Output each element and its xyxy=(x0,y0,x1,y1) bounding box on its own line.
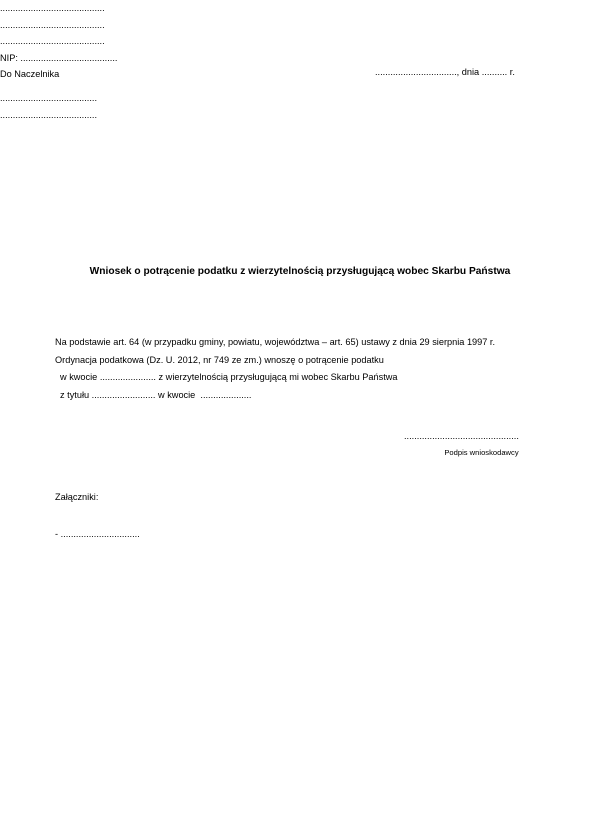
body-line: Na podstawie art. 64 (w przypadku gminy, powiatu, województwa – art. 65) ustawy z dnia 29 sierpnia 1997 r. xyxy=(55,337,496,347)
attachment-item: - ............................... xyxy=(55,529,140,539)
body-paragraph xyxy=(55,334,555,404)
attachments-title: Załączniki: xyxy=(55,492,99,502)
sender-line: ......................................... xyxy=(0,19,105,30)
recipient-line: ...................................... xyxy=(0,109,97,120)
recipient-block xyxy=(0,66,220,123)
sender-details-block xyxy=(0,0,230,66)
body-line-amount: w kwocie ...................... z wierzytelnością przysługującą mi wobec Skarbu Państwa xyxy=(60,372,398,382)
sender-line: ......................................... xyxy=(0,3,105,13)
attachments-section xyxy=(55,489,315,543)
page-title: Wniosek o potrącenie podatku z wierzytelnością przysługującą wobec Skarbu Państwa xyxy=(89,266,511,277)
signature-caption: Podpis wnioskodawcy xyxy=(444,448,519,457)
recipient-title: Do Naczelnika xyxy=(0,69,60,79)
body-line-title-amount: z tytułu ......................... w kwocie .................... xyxy=(60,389,252,400)
recipient-line: ...................................... xyxy=(0,93,97,103)
sender-nip-line: NIP: ...................................... xyxy=(0,52,118,63)
date-line: ................................, dnia .......... r. xyxy=(375,67,515,77)
signature-block xyxy=(404,430,559,460)
sender-line: ......................................... xyxy=(0,36,105,46)
body-line: Ordynacja podatkowa (Dz. U. 2012, nr 749 ze zm.) wnoszę o potrącenie podatku xyxy=(55,354,384,365)
signature-dotted-line: ............................................. xyxy=(404,431,519,441)
